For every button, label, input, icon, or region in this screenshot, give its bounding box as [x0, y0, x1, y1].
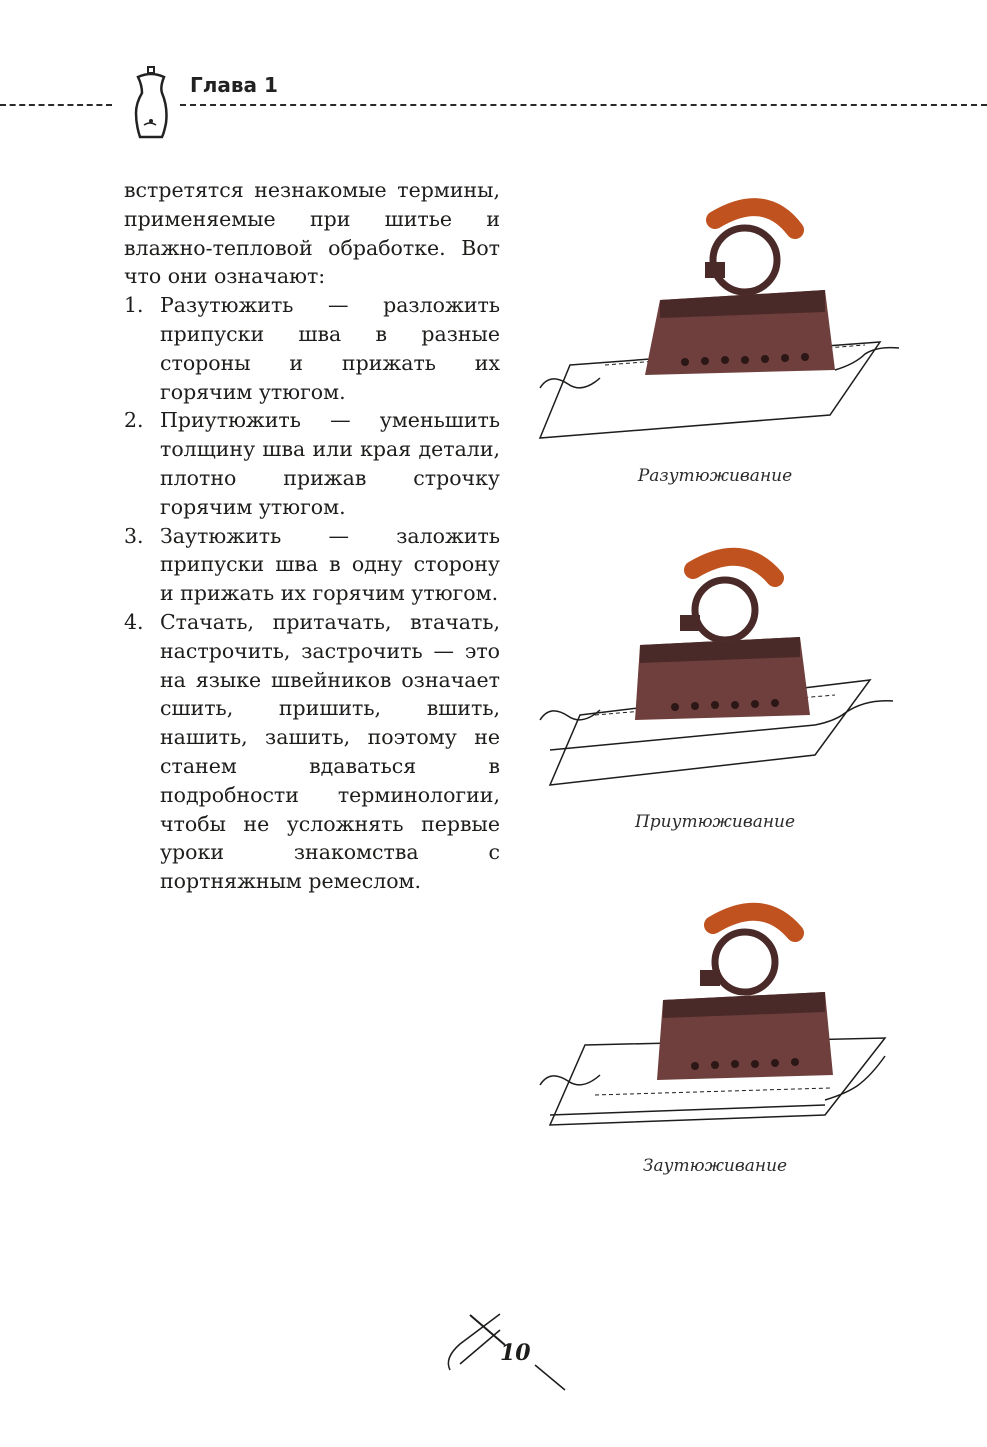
- list-item: 3. Заутюжить — заложить припуски шва в одну сторону и прижать их горячим утюгом.: [124, 523, 500, 606]
- list-item: 2. Приутюжить — уменьшить толщину шва или края детали, плотно прижав строчку горячим утюгом.: [124, 408, 500, 519]
- header-rule-right: [180, 104, 987, 106]
- iron-illustration-2: [535, 535, 905, 800]
- mannequin-icon: [124, 63, 176, 143]
- body-text: [124, 176, 500, 896]
- chapter-title: Глава 1: [190, 73, 278, 97]
- page-footer: [440, 1300, 580, 1400]
- iron-illustration-3: [535, 890, 905, 1140]
- figure-caption: Разутюживание: [637, 466, 793, 486]
- list-item: 4. Стачать, притачать, втачать, настрочить, застрочить — это на языке швейников означает сшить, пришить, вшить, нашить, зашить, поэтому не станем вдаваться в подробности терминологии, чтобы не усложнять первые уроки знакомства с портняжным ремеслом.: [124, 609, 500, 894]
- header-rule-left: [0, 104, 112, 106]
- iron-illustration-1: [535, 190, 905, 460]
- figure-caption: Заутюживание: [642, 1156, 788, 1176]
- list-item: 1. Разутюжить — разложить припуски шва в разные стороны и прижать их горячим утюгом.: [124, 293, 500, 404]
- terms-list: [124, 291, 500, 896]
- intro-paragraph: встретятся незнакомые термины, применяемые при шитье и влажно-тепловой обработке. Вот что они означают:: [124, 178, 500, 289]
- figure-caption: Приутюживание: [634, 812, 796, 832]
- page-number: 10: [500, 1340, 531, 1366]
- chapter-header: [0, 55, 987, 145]
